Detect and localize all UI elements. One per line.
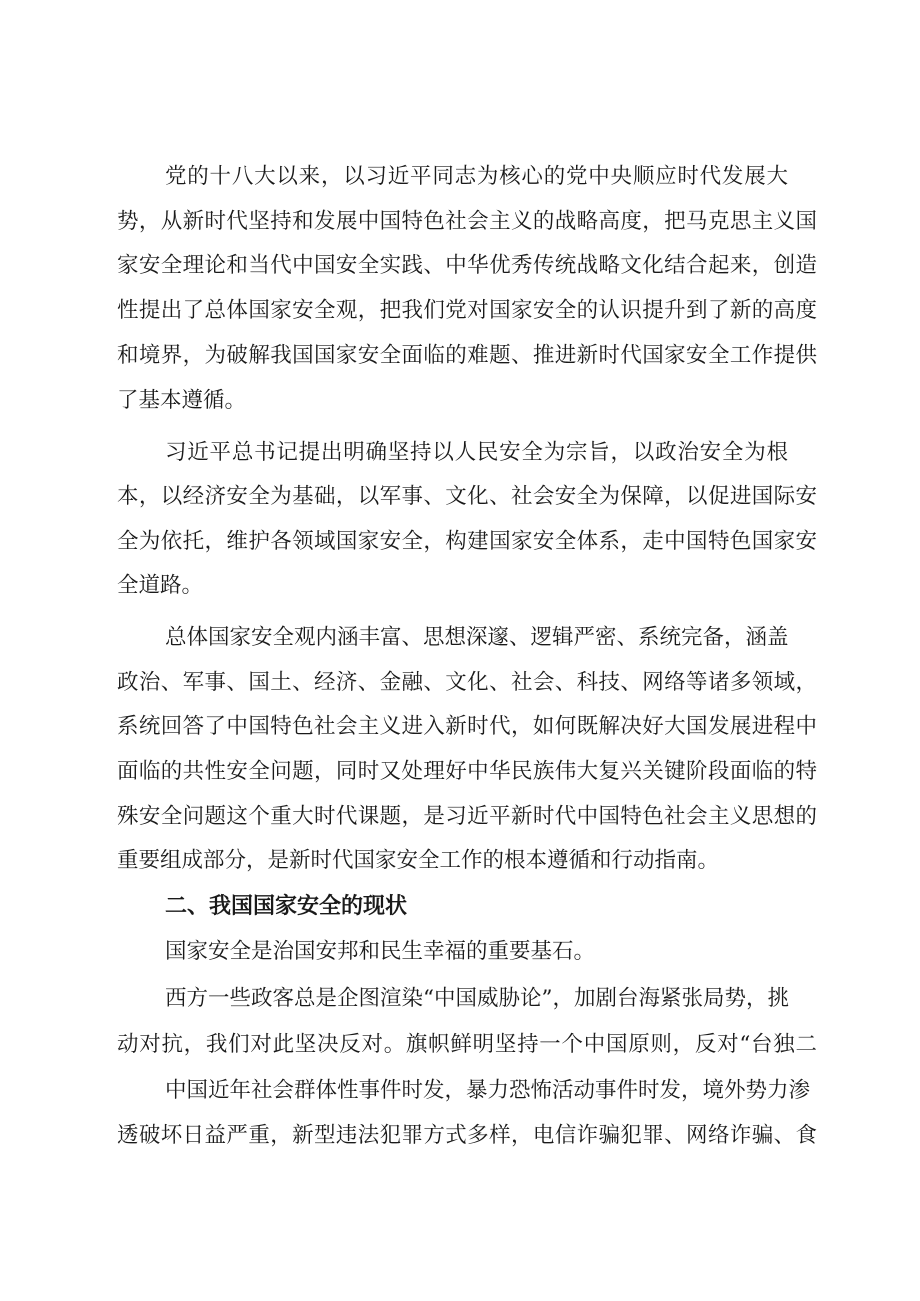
paragraph-3-line-1: 总体国家安全观内涵丰富、思想深邃、逻辑严密、系统完备，涵盖 xyxy=(165,625,789,650)
paragraph-1-line-2: 势，从新时代坚持和发展中国特色社会主义的战略高度，把马克思主义国 xyxy=(117,209,817,234)
paragraph-5-line-2: 动对抗，我们对此坚决反对。旗帜鲜明坚持一个中国原则，反对“台独二 xyxy=(117,1032,817,1057)
paragraph-4-line-1: 国家安全是治国安邦和民生幸福的重要基石。 xyxy=(165,939,596,964)
paragraph-6-line-2: 透破坏日益严重，新型违法犯罪方式多样，电信诈骗犯罪、网络诈骗、食 xyxy=(117,1123,817,1148)
paragraph-3-line-6: 重要组成部分，是新时代国家安全工作的根本遵循和行动指南。 xyxy=(117,848,720,873)
paragraph-2-line-2: 本，以经济安全为基础，以军事、文化、社会安全为保障，以促进国际安 xyxy=(117,484,817,509)
paragraph-1-line-1: 党的十八大以来，以习近平同志为核心的党中央顺应时代发展大 xyxy=(165,164,788,189)
paragraph-2-line-3: 全为依托，维护各领域国家安全，构建国家安全体系，走中国特色国家安 xyxy=(117,529,817,554)
paragraph-3-line-4: 面临的共性安全问题，同时又处理好中华民族伟大复兴关键阶段面临的特 xyxy=(117,759,817,784)
paragraph-2-line-1: 习近平总书记提出明确坚持以人民安全为宗旨，以政治安全为根 xyxy=(165,440,788,465)
paragraph-5-line-1: 西方一些政客总是企图渲染“中国威胁论”，加剧台海紧张局势，挑 xyxy=(165,986,789,1011)
paragraph-1-line-4: 性提出了总体国家安全观，把我们党对国家安全的认识提升到了新的高度 xyxy=(117,298,817,323)
paragraph-1-line-3: 家安全理论和当代中国安全实践、中华优秀传统战略文化结合起来，创造 xyxy=(117,253,817,278)
paragraph-3-line-2: 政治、军事、国土、经济、金融、文化、社会、科技、网络等诸多领域， xyxy=(117,670,817,695)
paragraph-2-line-4: 全道路。 xyxy=(117,573,204,598)
section-heading: 二、我国国家安全的现状 xyxy=(165,894,408,919)
paragraph-1-line-6: 了基本遵循。 xyxy=(117,388,247,413)
paragraph-3-line-3: 系统回答了中国特色社会主义进入新时代，如何既解决好大国发展进程中 xyxy=(117,714,817,739)
paragraph-3-line-5: 殊安全问题这个重大时代课题，是习近平新时代中国特色社会主义思想的 xyxy=(117,804,817,829)
paragraph-1-line-5: 和境界，为破解我国国家安全面临的难题、推进新时代国家安全工作提供 xyxy=(117,343,817,368)
paragraph-6-line-1: 中国近年社会群体性事件时发，暴力恐怖活动事件时发，境外势力渗 xyxy=(165,1078,811,1103)
